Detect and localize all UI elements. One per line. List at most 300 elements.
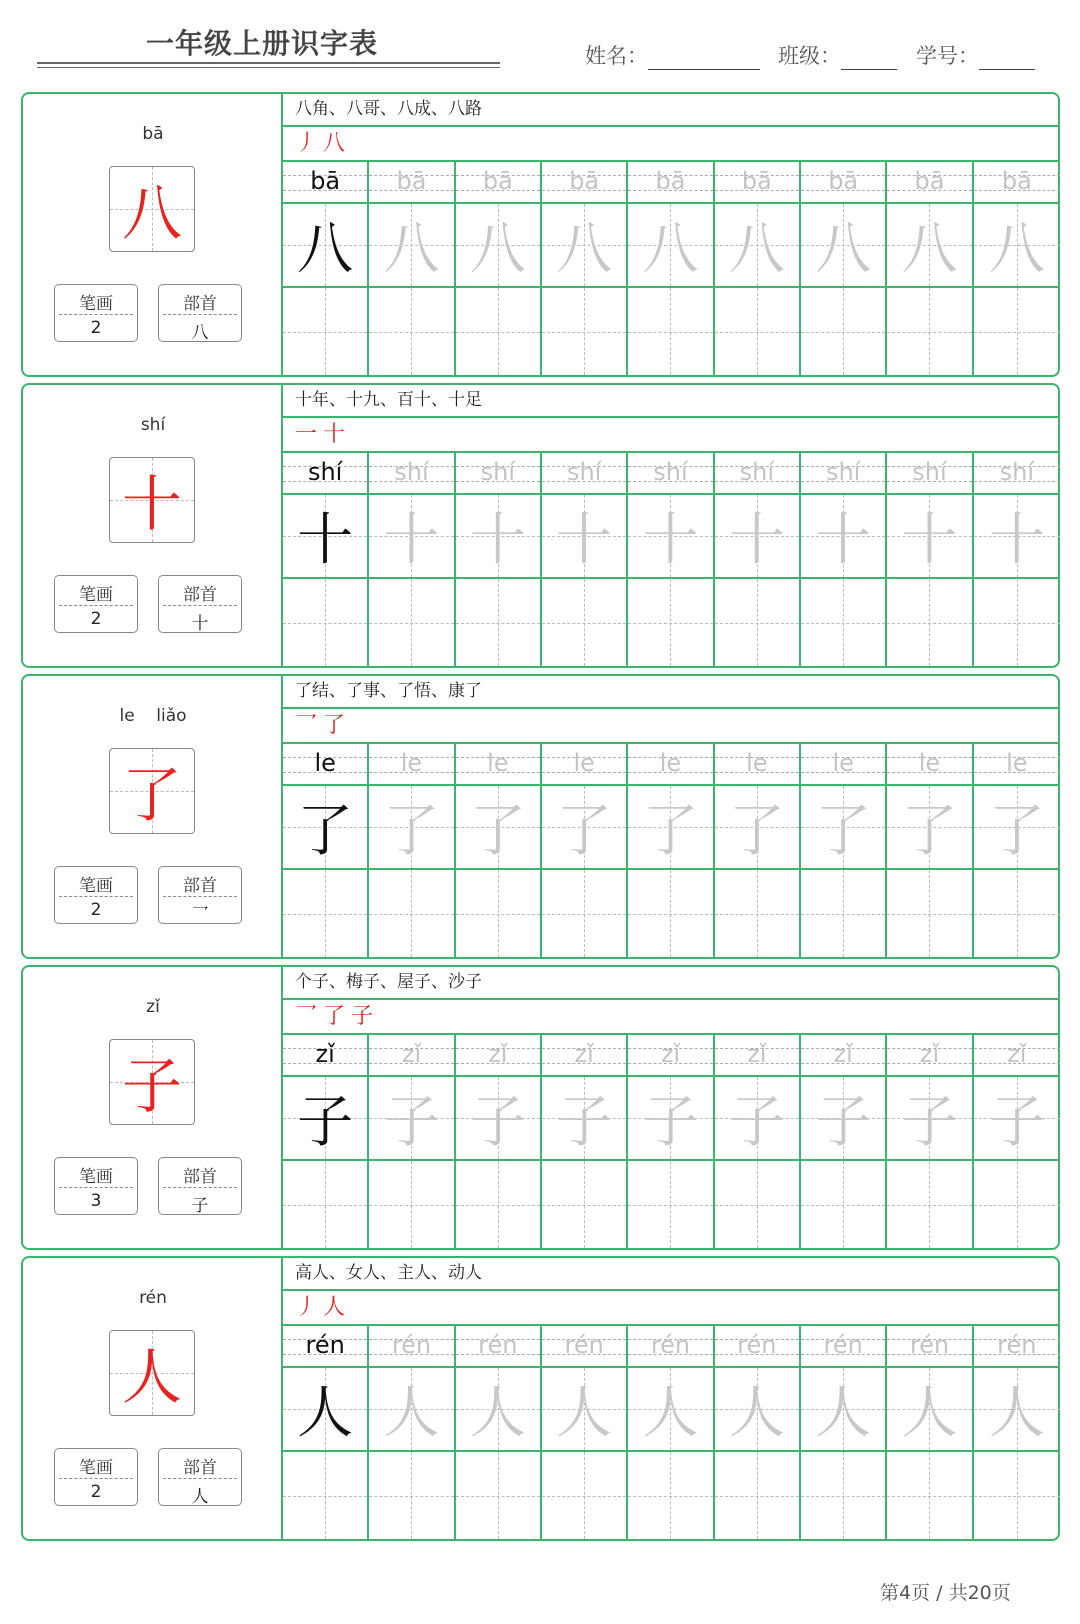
blank-cell[interactable]: [283, 579, 369, 666]
blank-practice-row: [283, 870, 1060, 957]
character-info-panel: [23, 676, 283, 957]
blank-cell[interactable]: [456, 870, 542, 957]
character-card: [21, 674, 1060, 959]
blank-cell[interactable]: [887, 288, 973, 375]
character-cell[interactable]: [283, 204, 369, 286]
blank-practice-row: [283, 579, 1060, 666]
pinyin-cell[interactable]: [456, 744, 542, 784]
practice-grid: [283, 676, 1060, 957]
pinyin-trace: rén: [391, 1331, 432, 1359]
character-trace: 了: [297, 799, 354, 864]
pinyin-cell[interactable]: [542, 1035, 628, 1075]
pinyin-cell[interactable]: [715, 1035, 801, 1075]
character-cell[interactable]: [628, 1077, 714, 1159]
character-cell[interactable]: [887, 495, 973, 577]
pinyin-practice-row: [283, 744, 1060, 786]
pinyin-trace: rén: [305, 1331, 345, 1359]
character-trace: 人: [383, 1381, 440, 1446]
character-info-panel: [23, 1258, 283, 1539]
character-trace: 十: [728, 508, 785, 573]
radical-box: [158, 1448, 242, 1506]
blank-cell[interactable]: [887, 1161, 973, 1248]
stroke-count-value: 2: [90, 609, 102, 629]
stroke-count-box: [54, 575, 138, 633]
blank-cell[interactable]: [456, 1452, 542, 1539]
blank-cell[interactable]: [887, 870, 973, 957]
pinyin-cell[interactable]: [974, 744, 1060, 784]
character-cell[interactable]: [887, 786, 973, 868]
radical-label: 部首: [183, 294, 217, 314]
pinyin-cell[interactable]: [456, 162, 542, 202]
pinyin-trace: le: [659, 749, 682, 777]
character-cell[interactable]: [715, 204, 801, 286]
blank-cell[interactable]: [369, 288, 455, 375]
pinyin-cell[interactable]: [974, 453, 1060, 493]
blank-cell[interactable]: [974, 1161, 1060, 1248]
character-trace: 八: [297, 217, 354, 282]
character-glyph: 八: [122, 179, 182, 249]
stroke-count-value: 2: [90, 900, 102, 920]
character-card: [21, 92, 1060, 377]
character-cell[interactable]: [715, 495, 801, 577]
character-cell[interactable]: [801, 786, 887, 868]
radical-value: 十: [191, 614, 209, 634]
character-glyph: 十: [122, 470, 182, 540]
pinyin-trace: zǐ: [488, 1040, 508, 1068]
pinyin-cell[interactable]: [974, 1035, 1060, 1075]
character-cell[interactable]: [974, 1077, 1060, 1159]
blank-cell[interactable]: [369, 579, 455, 666]
character-cell[interactable]: [456, 786, 542, 868]
pinyin-cell[interactable]: [715, 162, 801, 202]
character-trace: 八: [642, 217, 699, 282]
practice-grid: [283, 967, 1060, 1248]
blank-cell[interactable]: [283, 1452, 369, 1539]
character-cell[interactable]: [974, 1368, 1060, 1450]
number-label: 学号：: [916, 44, 979, 68]
blank-cell[interactable]: [628, 579, 714, 666]
blank-cell[interactable]: [974, 579, 1060, 666]
blank-cell[interactable]: [974, 1452, 1060, 1539]
blank-cell[interactable]: [542, 1161, 628, 1248]
name-field[interactable]: [585, 40, 760, 70]
character-trace: 人: [642, 1381, 699, 1446]
stroke-count-value: 3: [90, 1191, 102, 1211]
blank-cell[interactable]: [369, 1161, 455, 1248]
character-trace: 子: [901, 1090, 958, 1155]
character-trace: 子: [469, 1090, 526, 1155]
stroke-count-label: 笔画: [79, 1458, 113, 1478]
radical-box: [158, 1157, 242, 1215]
character-practice-row: [283, 204, 1060, 288]
pinyin-trace: shí: [825, 458, 861, 486]
character-trace: 了: [815, 799, 872, 864]
character-practice-row: [283, 495, 1060, 579]
class-field[interactable]: [778, 40, 897, 70]
character-card: [21, 965, 1060, 1250]
pinyin-cell[interactable]: [974, 1326, 1060, 1366]
character-trace: 子: [642, 1090, 699, 1155]
character-cell[interactable]: [369, 495, 455, 577]
pinyin-cell[interactable]: [801, 1326, 887, 1366]
character-cell[interactable]: [542, 786, 628, 868]
pinyin-cell[interactable]: [628, 744, 714, 784]
blank-cell[interactable]: [283, 1161, 369, 1248]
blank-cell[interactable]: [887, 579, 973, 666]
character-trace: 子: [556, 1090, 613, 1155]
stroke-count-value: 2: [90, 1482, 102, 1502]
pinyin-trace: rén: [564, 1331, 604, 1359]
pinyin-trace: shí: [566, 458, 602, 486]
character-cell[interactable]: [369, 786, 455, 868]
pinyin-trace: zǐ: [660, 1040, 681, 1068]
radical-label: 部首: [183, 1167, 217, 1187]
character-cell[interactable]: [456, 1077, 542, 1159]
character-trace: 了: [901, 799, 958, 864]
blank-cell[interactable]: [283, 288, 369, 375]
pinyin-trace: le: [1006, 749, 1028, 777]
character-glyph: 子: [122, 1052, 182, 1122]
pinyin-trace: bā: [655, 167, 686, 195]
radical-value: 八: [191, 323, 209, 343]
character-cell[interactable]: [887, 1368, 973, 1450]
pinyin-practice-row: [283, 1035, 1060, 1077]
character-trace: 十: [469, 508, 526, 573]
character-trace: 人: [728, 1381, 785, 1446]
blank-cell[interactable]: [456, 1161, 542, 1248]
character-trace: 人: [469, 1381, 526, 1446]
page-header: [0, 0, 1080, 90]
pinyin-cell[interactable]: [801, 162, 887, 202]
pinyin-practice-row: [283, 1326, 1060, 1368]
pinyin-trace: bā: [914, 167, 945, 195]
stroke-order: 乛了: [283, 709, 1060, 744]
character-display-box: [109, 457, 195, 543]
pinyin-trace: bā: [569, 167, 600, 195]
pinyin-trace: zǐ: [401, 1040, 422, 1068]
pinyin-cell[interactable]: [456, 1035, 542, 1075]
character-display-box: [109, 1039, 195, 1125]
character-cell[interactable]: [369, 1368, 455, 1450]
pinyin-cell[interactable]: [715, 744, 801, 784]
pinyin-trace: le: [487, 749, 509, 777]
example-words: 个子、梅子、屋子、沙子: [283, 967, 1060, 1000]
pinyin-trace: bā: [1001, 167, 1032, 195]
pinyin-cell[interactable]: [628, 162, 714, 202]
pinyin-trace: shí: [394, 458, 429, 486]
blank-cell[interactable]: [283, 870, 369, 957]
character-trace: 十: [642, 508, 699, 573]
blank-practice-row: [283, 1452, 1060, 1539]
character-cell[interactable]: [974, 204, 1060, 286]
character-pinyin: bā: [142, 124, 164, 144]
character-cell[interactable]: [715, 1368, 801, 1450]
character-cell[interactable]: [283, 1368, 369, 1450]
pinyin-cell[interactable]: [542, 453, 628, 493]
blank-cell[interactable]: [715, 870, 801, 957]
blank-cell[interactable]: [974, 288, 1060, 375]
blank-cell[interactable]: [542, 288, 628, 375]
stroke-count-box: [54, 866, 138, 924]
character-cell[interactable]: [369, 1077, 455, 1159]
blank-cell[interactable]: [628, 1161, 714, 1248]
character-glyph: 了: [122, 761, 182, 831]
practice-grid: [283, 385, 1060, 666]
character-cell[interactable]: [801, 495, 887, 577]
pinyin-trace: bā: [741, 167, 772, 195]
character-trace: 子: [815, 1090, 872, 1155]
character-trace: 了: [728, 799, 785, 864]
character-cell[interactable]: [456, 495, 542, 577]
pinyin-cell[interactable]: [887, 1326, 973, 1366]
character-glyph: 人: [122, 1343, 182, 1413]
character-cell[interactable]: [283, 786, 369, 868]
character-cell[interactable]: [456, 204, 542, 286]
character-trace: 八: [728, 217, 785, 282]
pinyin-trace: rén: [650, 1331, 691, 1359]
pinyin-cell[interactable]: [628, 1326, 714, 1366]
character-trace: 子: [988, 1090, 1045, 1155]
pinyin-trace: rén: [909, 1331, 950, 1359]
character-trace: 八: [901, 217, 958, 282]
pinyin-cell[interactable]: [887, 453, 973, 493]
stroke-count-label: 笔画: [79, 294, 113, 314]
character-trace: 了: [383, 799, 440, 864]
character-trace: 八: [815, 217, 872, 282]
title-underline-thin: [37, 67, 500, 68]
character-trace: 了: [556, 799, 613, 864]
character-practice-row: [283, 786, 1060, 870]
character-practice-row: [283, 1077, 1060, 1161]
character-cell[interactable]: [542, 1368, 628, 1450]
character-display-box: [109, 1330, 195, 1416]
stroke-order: 一十: [283, 418, 1060, 453]
character-trace: 子: [297, 1090, 354, 1155]
pinyin-trace: shí: [999, 458, 1035, 486]
character-cell[interactable]: [715, 786, 801, 868]
radical-box: [158, 866, 242, 924]
pinyin-trace: rén: [997, 1331, 1037, 1359]
number-field[interactable]: [916, 40, 1035, 70]
radical-value: 乛: [191, 905, 209, 925]
character-cell[interactable]: [628, 1368, 714, 1450]
pinyin-cell[interactable]: [283, 1035, 369, 1075]
pinyin-cell[interactable]: [887, 162, 973, 202]
character-cell[interactable]: [974, 786, 1060, 868]
character-trace: 十: [988, 508, 1045, 573]
pinyin-trace: zǐ: [747, 1040, 767, 1068]
pinyin-trace: le: [832, 749, 854, 777]
blank-cell[interactable]: [628, 1452, 714, 1539]
character-cell[interactable]: [887, 1077, 973, 1159]
character-pinyin: shí: [140, 415, 166, 435]
blank-cell[interactable]: [369, 1452, 455, 1539]
character-trace: 人: [815, 1381, 872, 1446]
page-number: 第4页 / 共20页: [880, 1582, 1011, 1604]
pinyin-cell[interactable]: [887, 1035, 973, 1075]
blank-cell[interactable]: [801, 288, 887, 375]
pinyin-trace: zǐ: [1007, 1040, 1027, 1068]
number-blank[interactable]: [979, 46, 1035, 70]
pinyin-cell[interactable]: [801, 744, 887, 784]
character-cell[interactable]: [283, 1077, 369, 1159]
character-trace: 十: [383, 508, 440, 573]
example-words: 高人、女人、主人、动人: [283, 1258, 1060, 1291]
blank-cell[interactable]: [715, 579, 801, 666]
example-words: 八角、八哥、八成、八路: [283, 94, 1060, 127]
pinyin-cell[interactable]: [628, 1035, 714, 1075]
blank-cell[interactable]: [542, 579, 628, 666]
character-cell[interactable]: [456, 1368, 542, 1450]
character-trace: 人: [901, 1381, 958, 1446]
character-trace: 子: [383, 1090, 440, 1155]
character-trace: 八: [988, 217, 1045, 282]
stroke-order: 丿八: [283, 127, 1060, 162]
blank-cell[interactable]: [456, 288, 542, 375]
pinyin-trace: zǐ: [315, 1040, 335, 1068]
blank-cell[interactable]: [887, 1452, 973, 1539]
pinyin-cell[interactable]: [456, 453, 542, 493]
pinyin-cell[interactable]: [369, 1326, 455, 1366]
character-info-panel: [23, 385, 283, 666]
character-info-panel: [23, 94, 283, 375]
blank-cell[interactable]: [542, 870, 628, 957]
character-cell[interactable]: [974, 495, 1060, 577]
pinyin-cell[interactable]: [369, 744, 455, 784]
pinyin-cell[interactable]: [456, 1326, 542, 1366]
stroke-count-box: [54, 1448, 138, 1506]
page-title: 一年级上册识字表: [146, 27, 379, 60]
blank-cell[interactable]: [801, 1161, 887, 1248]
character-pinyin: rén: [139, 1288, 167, 1308]
pinyin-cell[interactable]: [542, 1326, 628, 1366]
pinyin-cell[interactable]: [283, 744, 369, 784]
pinyin-trace: shí: [653, 458, 688, 486]
character-cell[interactable]: [283, 495, 369, 577]
pinyin-cell[interactable]: [801, 453, 887, 493]
pinyin-cell[interactable]: [974, 162, 1060, 202]
class-label: 班级：: [778, 44, 841, 68]
character-trace: 人: [988, 1381, 1045, 1446]
pinyin-trace: bā: [828, 167, 859, 195]
character-trace: 了: [469, 799, 526, 864]
pinyin-trace: le: [400, 749, 423, 777]
blank-cell[interactable]: [801, 870, 887, 957]
pinyin-cell[interactable]: [715, 453, 801, 493]
character-cell[interactable]: [628, 495, 714, 577]
character-cell[interactable]: [801, 204, 887, 286]
pinyin-cell[interactable]: [369, 453, 455, 493]
blank-cell[interactable]: [715, 1452, 801, 1539]
pinyin-cell[interactable]: [283, 162, 369, 202]
example-words: 十年、十九、百十、十足: [283, 385, 1060, 418]
blank-cell[interactable]: [369, 870, 455, 957]
name-blank[interactable]: [648, 46, 760, 70]
blank-cell[interactable]: [628, 288, 714, 375]
pinyin-cell[interactable]: [542, 744, 628, 784]
pinyin-trace: shí: [739, 458, 775, 486]
character-trace: 人: [297, 1381, 354, 1446]
radical-value: 子: [191, 1196, 209, 1216]
pinyin-trace: bā: [482, 167, 513, 195]
pinyin-cell[interactable]: [542, 162, 628, 202]
character-info-panel: [23, 967, 283, 1248]
pinyin-cell[interactable]: [887, 744, 973, 784]
character-card: [21, 1256, 1060, 1541]
blank-cell[interactable]: [801, 1452, 887, 1539]
pinyin-trace: rén: [737, 1331, 777, 1359]
character-cell[interactable]: [887, 204, 973, 286]
character-cell[interactable]: [628, 204, 714, 286]
pinyin-cell[interactable]: [283, 1326, 369, 1366]
stroke-count-box: [54, 1157, 138, 1215]
blank-cell[interactable]: [974, 870, 1060, 957]
pinyin-practice-row: [283, 162, 1060, 204]
character-practice-row: [283, 1368, 1060, 1452]
pinyin-trace: bā: [396, 167, 427, 195]
character-pinyin: le liǎo: [119, 706, 187, 726]
radical-label: 部首: [183, 1458, 217, 1478]
blank-cell[interactable]: [628, 870, 714, 957]
character-cell[interactable]: [801, 1368, 887, 1450]
stroke-count-label: 笔画: [79, 585, 113, 605]
practice-grid: [283, 1258, 1060, 1539]
radical-label: 部首: [183, 876, 217, 896]
pinyin-practice-row: [283, 453, 1060, 495]
pinyin-cell[interactable]: [715, 1326, 801, 1366]
pinyin-cell[interactable]: [369, 162, 455, 202]
pinyin-cell[interactable]: [628, 453, 714, 493]
blank-cell[interactable]: [456, 579, 542, 666]
pinyin-cell[interactable]: [801, 1035, 887, 1075]
practice-grid: [283, 94, 1060, 375]
character-cell[interactable]: [542, 495, 628, 577]
blank-cell[interactable]: [542, 1452, 628, 1539]
character-trace: 子: [728, 1090, 785, 1155]
character-cell[interactable]: [628, 786, 714, 868]
stroke-count-value: 2: [90, 318, 102, 338]
pinyin-trace: shí: [307, 458, 343, 486]
character-trace: 十: [815, 508, 872, 573]
example-words: 了结、了事、了悟、康了: [283, 676, 1060, 709]
pinyin-trace: zǐ: [574, 1040, 594, 1068]
character-trace: 十: [297, 508, 354, 573]
character-cell[interactable]: [542, 1077, 628, 1159]
character-card: [21, 383, 1060, 668]
pinyin-trace: zǐ: [919, 1040, 940, 1068]
character-cell[interactable]: [542, 204, 628, 286]
character-display-box: [109, 166, 195, 252]
pinyin-cell[interactable]: [369, 1035, 455, 1075]
character-cell[interactable]: [715, 1077, 801, 1159]
stroke-count-box: [54, 284, 138, 342]
character-trace: 十: [556, 508, 613, 573]
blank-practice-row: [283, 288, 1060, 375]
pinyin-trace: le: [746, 749, 768, 777]
name-label: 姓名：: [585, 44, 648, 68]
pinyin-trace: rén: [823, 1331, 863, 1359]
blank-cell[interactable]: [715, 288, 801, 375]
character-trace: 人: [556, 1381, 613, 1446]
class-blank[interactable]: [841, 46, 897, 70]
character-cell[interactable]: [369, 204, 455, 286]
blank-cell[interactable]: [715, 1161, 801, 1248]
character-cell[interactable]: [801, 1077, 887, 1159]
pinyin-cell[interactable]: [283, 453, 369, 493]
pinyin-trace: rén: [478, 1331, 518, 1359]
blank-cell[interactable]: [801, 579, 887, 666]
character-trace: 了: [988, 799, 1045, 864]
